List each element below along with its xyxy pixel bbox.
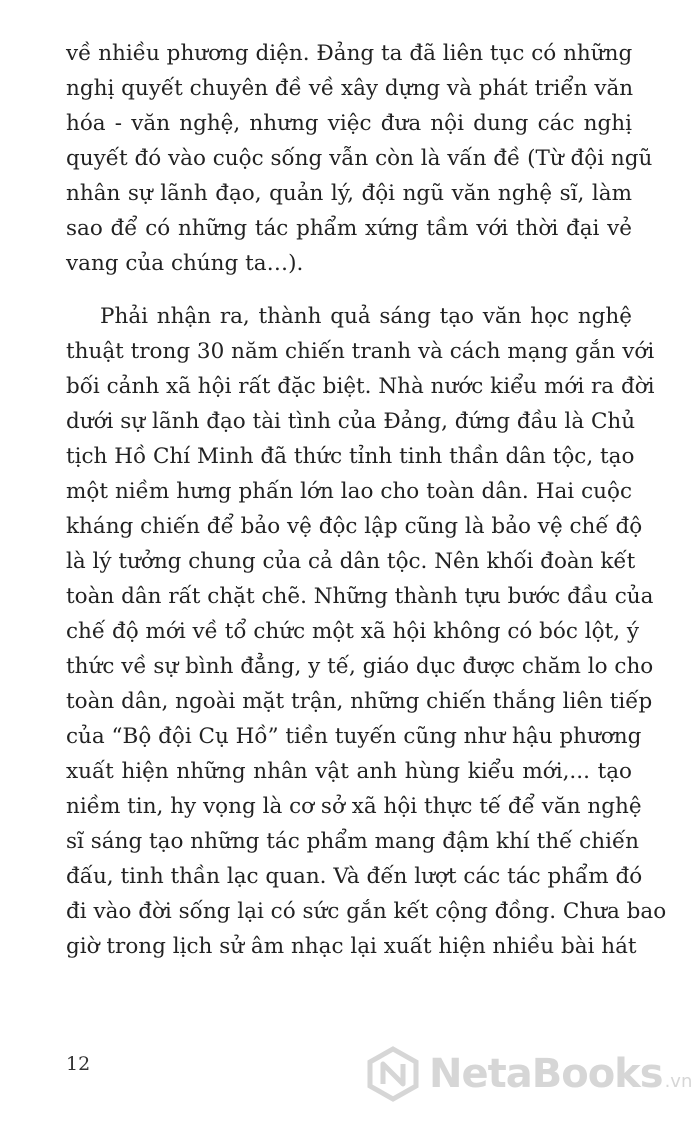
n-logo-icon	[365, 1046, 421, 1102]
text-line: dưới sự lãnh đạo tài tình của Đảng, đứng đầu là Chủ	[66, 409, 636, 434]
text-line: sĩ sáng tạo những tác phẩm mang đậm khí thế chiến	[66, 829, 640, 854]
text-line: tịch Hồ Chí Minh đã thức tỉnh tinh thần dân tộc, tạo	[66, 444, 635, 469]
text-line: hóa - văn nghệ, nhưng việc đưa nội dung các nghị	[66, 111, 632, 136]
text-line: một niềm hưng phấn lớn lao cho toàn dân. Hai cuộc	[66, 479, 632, 504]
watermark-brand: NetaBooks	[429, 1051, 663, 1097]
text-line: đấu, tinh thần lạc quan. Và đến lượt các tác phẩm đó	[66, 864, 643, 889]
text-line: quyết đó vào cuộc sống vẫn còn là vấn đề (Từ đội ngũ	[66, 146, 653, 171]
text-line: của “Bộ đội Cụ Hồ” tiền tuyến cũng như hậu phương	[66, 724, 642, 749]
text-line: về nhiều phương diện. Đảng ta đã liên tục có những	[66, 41, 633, 66]
text-line: sao để có những tác phẩm xứng tầm với thời đại vẻ	[66, 216, 632, 241]
page-body	[66, 36, 667, 964]
text-line: toàn dân, ngoài mặt trận, những chiến thắng liên tiếp	[66, 689, 653, 714]
text-line: đi vào đời sống lại có sức gắn kết cộng đồng. Chưa bao	[66, 899, 667, 924]
text-line: giờ trong lịch sử âm nhạc lại xuất hiện nhiều bài hát	[66, 934, 637, 959]
text-line: bối cảnh xã hội rất đặc biệt. Nhà nước kiểu mới ra đời	[66, 374, 655, 399]
text-line: là lý tưởng chung của cả dân tộc. Nên khối đoàn kết	[66, 549, 636, 574]
text-line: kháng chiến để bảo vệ độc lập cũng là bảo vệ chế độ	[66, 514, 643, 539]
text-line: chế độ mới về tổ chức một xã hội không có bóc lột, ý	[66, 619, 640, 644]
page-number: 12	[66, 1053, 91, 1075]
text-line: niềm tin, hy vọng là cơ sở xã hội thực tế để văn nghệ	[66, 794, 642, 819]
watermark-suffix: .vn	[664, 1071, 693, 1092]
text-line: thuật trong 30 năm chiến tranh và cách mạng gắn với	[66, 339, 655, 364]
paragraph-2	[66, 299, 667, 964]
text-line: thức về sự bình đẳng, y tế, giáo dục được chăm lo cho	[66, 654, 654, 679]
text-line: vang của chúng ta…).	[66, 251, 304, 276]
text-line: nhân sự lãnh đạo, quản lý, đội ngũ văn nghệ sĩ, làm	[66, 181, 632, 206]
watermark	[365, 1044, 695, 1104]
paragraph-spacer	[66, 281, 632, 299]
text-line: Phải nhận ra, thành quả sáng tạo văn học nghệ	[100, 304, 632, 329]
text-line: xuất hiện những nhân vật anh hùng kiểu mới,... tạo	[66, 759, 632, 784]
text-line: toàn dân rất chặt chẽ. Những thành tựu bước đầu của	[66, 584, 654, 609]
text-line: nghị quyết chuyên đề về xây dựng và phát triển văn	[66, 76, 634, 101]
paragraph-1	[66, 36, 653, 281]
